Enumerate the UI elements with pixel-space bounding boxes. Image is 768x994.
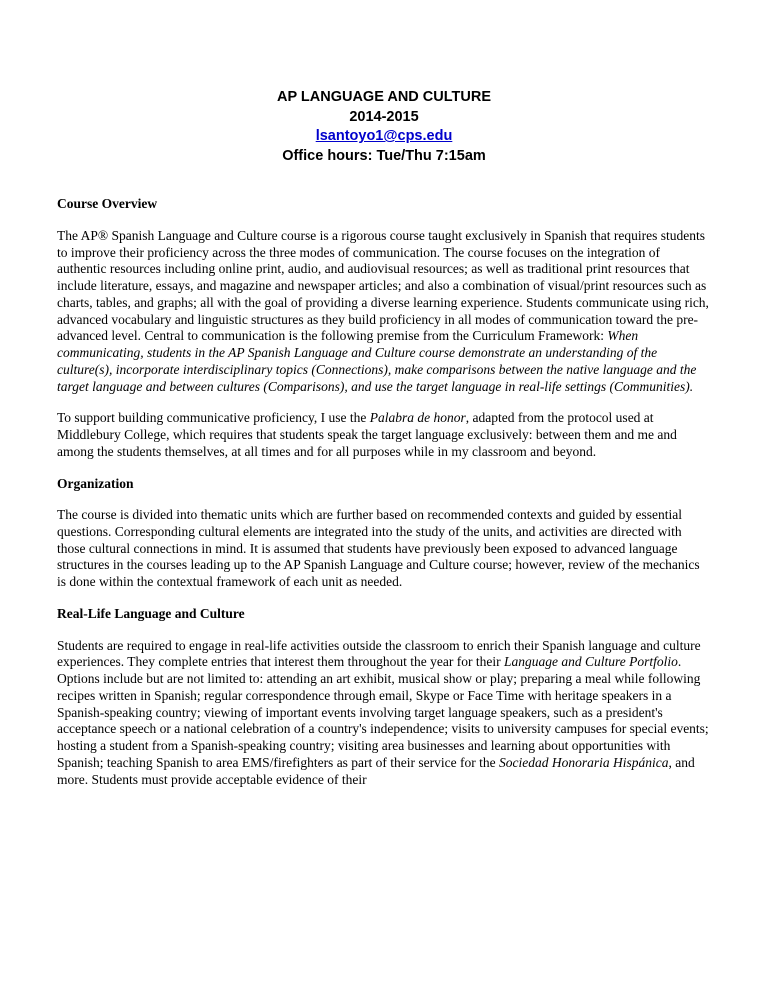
email-line	[57, 127, 711, 147]
real-life-heading: Real-Life Language and Culture	[57, 605, 245, 621]
real-life-paragraph-1	[57, 638, 711, 789]
text-segment-italic: Language and Culture Portfolio	[503, 654, 678, 670]
text-segment: Students are required to engage in real-life activities outside the classroom to enrich their Spanish language and culture experiences. They complete entries that interest them throughout the year for their	[57, 637, 701, 670]
text-segment: The AP® Spanish Language and Culture course is a rigorous course taught exclusively in Spanish that requires students to improve their proficiency across the three modes of communication. The course focuses on the integration of authentic resources including online print, audio, and audiovisual resources; as well as traditional print resources that include literature, essays, and magazine and newspaper articles; and also a combination of visual/print resources such as charts, tables, and graphs; all with the goal of providing a diverse learning experience. Students communicate using rich, advanced vocabulary and linguistic structures as they build proficiency in all modes of communication toward the pre-advanced level. Central to communication is the following premise from the Curriculum Framework:	[57, 227, 709, 344]
organization-paragraph-1	[57, 507, 711, 591]
text-segment-italic: Sociedad Honoraria Hispánica	[499, 754, 669, 770]
text-segment-italic: When communicating, students in the AP Spanish Language and Culture course demonstrate an understanding of the culture(s), incorporate interdisciplinary topics (Connections), make comparisons between the native language and the target language and between cultures (Comparisons), and use the target language in real-life settings (Communities).	[57, 328, 697, 394]
text-segment: . Options include but are not limited to: attending an art exhibit, musical show or play; preparing a meal while following recipes written in Spanish; regular correspondence through email, Skype or Face Time with heritage speakers in a Spanish-speaking country; viewing of important events involving target language speakers, such as a president's acceptance speech or a national celebration of a country's independence; visits to university campuses for special events; hosting a student from a Spanish-speaking country; visiting area businesses and learning about opportunities with Spanish; teaching Spanish to area EMS/firefighters as part of their service for the	[57, 654, 709, 770]
email-link[interactable]: lsantoyo1@cps.edu	[315, 128, 453, 145]
school-year: 2014-2015	[349, 108, 419, 125]
text-segment-italic: Palabra de honor	[369, 410, 466, 426]
organization-heading: Organization	[57, 475, 134, 491]
document-header	[57, 88, 711, 166]
text-segment: The course is divided into thematic units which are further based on recommended contexts and guided by essential questions. Corresponding cultural elements are integrated into the study of the units, and activities are directed with those cultural connections in mind. It is assumed that students have previously been exposed to advanced language structures in the courses leading up to the AP Spanish Language and Culture course; however, review of the mechanics is done within the contextual framework of each unit as needed.	[57, 507, 700, 590]
course-title: AP LANGUAGE AND CULTURE	[276, 89, 491, 105]
course-overview-paragraph-1	[57, 228, 711, 395]
text-segment: , adapted from the protocol used at Middlebury College, which requires that students speak the target language exclusively: between them and me and among the students themselves, at all times and for all purposes while in my classroom and beyond.	[57, 410, 677, 459]
text-segment: , and more. Students must provide acceptable evidence of their	[57, 754, 695, 787]
text-segment: To support building communicative proficiency, I use the	[57, 410, 370, 426]
office-hours: Office hours: Tue/Thu 7:15am	[282, 147, 486, 164]
course-overview-heading: Course Overview	[57, 196, 158, 212]
course-overview-paragraph-2	[57, 410, 711, 460]
